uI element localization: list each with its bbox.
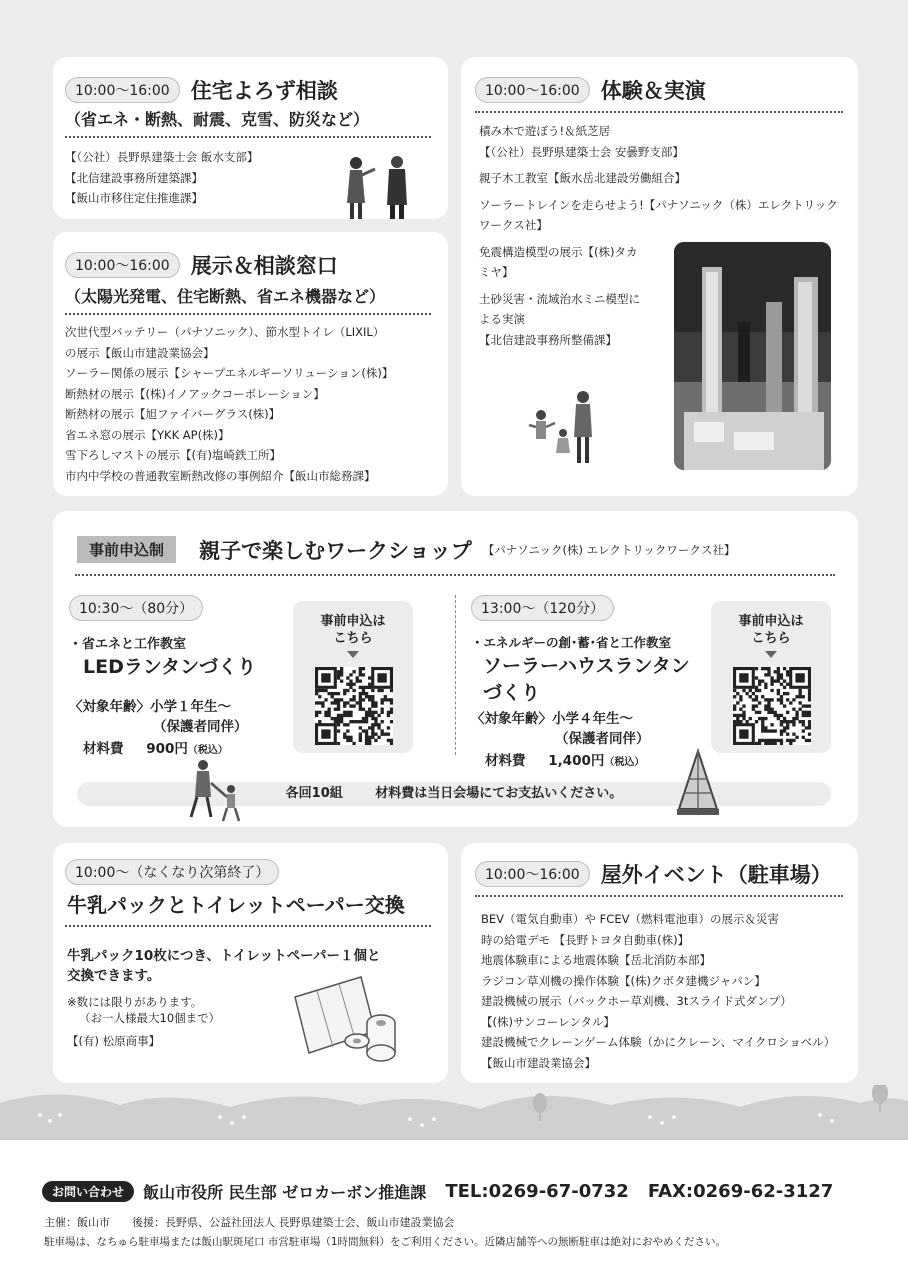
consult-list	[65, 147, 258, 209]
workshop-column-divider	[455, 595, 456, 755]
list-item: よる実演	[479, 312, 525, 326]
list-item: 積み木で遊ぼう!＆紙芝居	[479, 124, 611, 138]
list-item: ソーラートレインを走らせよう!【パナソニック（株）エレクトリック	[479, 197, 838, 212]
list-item: 市内中学校の普通教室断熱改修の事例紹介【飯山市総務課】	[65, 468, 376, 483]
parking-info: 駐車場は、なちゅら駐車場または飯山駅斑尾口 市営駐車場（1時間無料）をご利用ください。近隣店舗等への無断駐車は絶対におやめください。	[44, 1236, 727, 1248]
list-item: 省エネ窓の展示【YKK AP(株)】	[65, 427, 230, 442]
workshop-payment-note: 材料費は当日会場にてお支払いください。	[375, 786, 623, 801]
outdoor-divider	[475, 895, 843, 897]
list-item: 親子木工教室【飯水岳北建設労働組合】	[479, 171, 686, 185]
exhibit-card	[53, 232, 448, 496]
workshop-solar-name-line1: ソーラーハウスランタン	[483, 655, 690, 677]
list-item: 【（公社）長野県建築士会 安曇野支部】	[479, 144, 684, 159]
list-item: BEV（電気自動車）や FCEV（燃料電池車）の展示＆災害	[481, 912, 779, 926]
consultation-people-illustration	[341, 153, 421, 219]
qr-label-line2: こちら	[751, 631, 791, 646]
workshop-solar-name-line2: づくり	[483, 682, 541, 704]
workshop-led-target-label: 〈対象年齢〉	[69, 699, 150, 715]
contact-tag: お問い合わせ	[42, 1181, 134, 1202]
workshop-led-fee-label: 材料費	[83, 741, 124, 757]
qr-label-line1: 事前申込は	[738, 614, 804, 629]
preregistration-tag: 事前申込制	[77, 536, 176, 563]
consult-card	[53, 57, 448, 219]
milk-time: 10:00～（なくなり次第終了）	[65, 859, 279, 885]
outdoor-card	[461, 843, 858, 1083]
list-item: 建設機械でクレーンゲーム体験（かにクレーン、マイクロショベル）	[481, 1035, 836, 1049]
milk-description-line2: 交換できます。	[67, 968, 161, 984]
block-towers-photo	[674, 242, 831, 470]
qr-label-line1: 事前申込は	[320, 614, 386, 629]
consult-title: 住宅よろず相談	[190, 79, 338, 103]
workshop-solar-fee: 1,400円	[548, 753, 605, 769]
exhibit-time: 10:00～16:00	[65, 252, 180, 278]
qr-label-line2: こちら	[333, 631, 373, 646]
workshop-card	[53, 511, 858, 827]
workshop-led-category: ・省エネと工作教室	[69, 637, 187, 652]
milk-card	[53, 843, 448, 1083]
experience-time: 10:00～16:00	[475, 77, 590, 103]
list-item: 地震体験車による地震体験【岳北消防本部】	[481, 953, 711, 967]
list-item: 【北信建設事務所整備課】	[479, 332, 617, 347]
list-item: ワークス社】	[479, 218, 548, 232]
list-item: 時の給電デモ 【長野トヨタ自動車(株)】	[481, 932, 690, 947]
qr-code-solar[interactable]	[733, 667, 811, 745]
contact-tel[interactable]: TEL:0269-67-0732	[445, 1181, 629, 1202]
list-item: 【飯山市建設業協会】	[481, 1055, 596, 1070]
milk-carton-toilet-paper-illustration	[289, 971, 409, 1066]
list-item: ソーラー関係の展示【シャープエネルギーソリューション(株)】	[65, 366, 394, 380]
list-item: ミヤ】	[479, 265, 514, 279]
hills-decoration	[0, 1085, 908, 1140]
down-arrow-icon	[347, 651, 359, 658]
list-item: 次世代型バッテリー（パナソニック）、節水型トイレ（LIXIL）	[65, 325, 385, 339]
exhibit-title: 展示＆相談窓口	[190, 254, 338, 278]
consult-divider	[65, 136, 431, 138]
milk-note2: （お一人様最大10個まで）	[79, 1011, 221, 1025]
workshop-led-tax: （税込）	[187, 745, 228, 756]
list-item: 土砂災害・流域治水ミニ模型に	[479, 291, 640, 306]
host-info: 主催：飯山市 後援：長野県、公益社団法人 長野県建築士会、飯山市建設業協会	[44, 1216, 455, 1229]
milk-divider	[65, 925, 431, 927]
outdoor-time: 10:00～16:00	[475, 861, 590, 887]
family-illustration	[523, 387, 603, 477]
workshop-sponsor: 【パナソニック(株) エレクトリックワークス社】	[482, 543, 736, 557]
workshop-solar-fee-label: 材料費	[485, 753, 526, 769]
workshop-solar-tax: （税込）	[604, 757, 645, 768]
list-item: の展示【飯山市建設業協会】	[65, 345, 215, 360]
exhibit-divider	[65, 313, 431, 315]
footer	[0, 1140, 908, 1285]
workshop-solar	[471, 595, 721, 769]
workshop-led-guardian: （保護者同伴）	[153, 719, 248, 735]
exhibit-list	[65, 322, 393, 486]
milk-org: 【(有) 松原商事】	[67, 1034, 161, 1048]
workshop-solar-guardian: （保護者同伴）	[555, 731, 650, 747]
list-item: 断熱材の展示【(株)イノアックコーポレーション】	[65, 386, 325, 401]
down-arrow-icon	[765, 651, 777, 658]
consult-subtitle: （省エネ・断熱、耐震、克雪、防災など）	[65, 110, 370, 129]
outdoor-list	[481, 909, 835, 1073]
list-item: ラジコン草刈機の操作体験【(株)クボタ建機ジャパン】	[481, 973, 766, 988]
list-item: 断熱材の展示【旭ファイバーグラス(株)】	[65, 407, 281, 421]
list-item: 雪下ろしマストの展示【(有)塩崎鉄工所】	[65, 448, 281, 462]
experience-divider	[475, 111, 843, 113]
experience-title: 体験＆実演	[600, 79, 706, 103]
workshop-led-name: LEDランタンづくり	[83, 656, 257, 678]
workshop-divider	[75, 574, 835, 576]
workshop-groups: 各回10組	[285, 786, 343, 801]
outdoor-title: 屋外イベント（駐車場）	[600, 863, 832, 887]
workshop-solar-time: 13:00～（120分）	[471, 595, 614, 621]
milk-note1: ※数には限りがあります。	[67, 995, 203, 1009]
contact-fax: FAX:0269-62-3127	[647, 1181, 834, 1202]
list-item: 【北信建設事務所建築課】	[65, 170, 203, 185]
workshop-solar-target-label: 〈対象年齢〉	[471, 711, 552, 727]
qr-box-led[interactable]	[293, 601, 413, 753]
list-item: 【飯山市移住定住推進課】	[65, 191, 203, 205]
list-item: 【(株)サンコーレンタル】	[481, 1014, 615, 1029]
workshop-title: 親子で楽しむワークショップ	[199, 539, 472, 563]
milk-title: 牛乳パックとトイレットペーパー交換	[67, 893, 405, 917]
exhibit-subtitle: （太陽光発電、住宅断熱、省エネ機器など）	[65, 287, 386, 306]
workshop-solar-target: 小学４年生～	[552, 711, 633, 727]
parent-child-illustration	[185, 757, 247, 827]
workshop-led-time: 10:30～（80分）	[69, 595, 203, 621]
list-item: 【（公社）長野県建築士会 飯水支部】	[65, 150, 259, 164]
qr-code-led[interactable]	[315, 667, 393, 745]
workshop-solar-category: ・エネルギーの創･蓄･省と工作教室	[471, 635, 672, 650]
workshop-led-target: 小学１年生～	[150, 699, 231, 715]
workshop-led-fee: 900円	[146, 741, 188, 757]
contact-org: 飯山市役所 民生部 ゼロカーボン推進課	[143, 1183, 427, 1202]
consult-time: 10:00～16:00	[65, 77, 180, 103]
qr-box-solar[interactable]	[711, 601, 831, 753]
milk-description-line1: 牛乳パック10枚につき、トイレットペーパー１個と	[67, 948, 381, 964]
list-item: 免震構造模型の展示【(株)タカ	[479, 244, 638, 259]
workshop-led	[69, 595, 299, 757]
experience-card	[461, 57, 858, 496]
list-item: 建設機械の展示（バックホー草刈機、3tスライド式ダンプ）	[481, 994, 792, 1008]
solar-lantern-illustration	[673, 747, 723, 821]
